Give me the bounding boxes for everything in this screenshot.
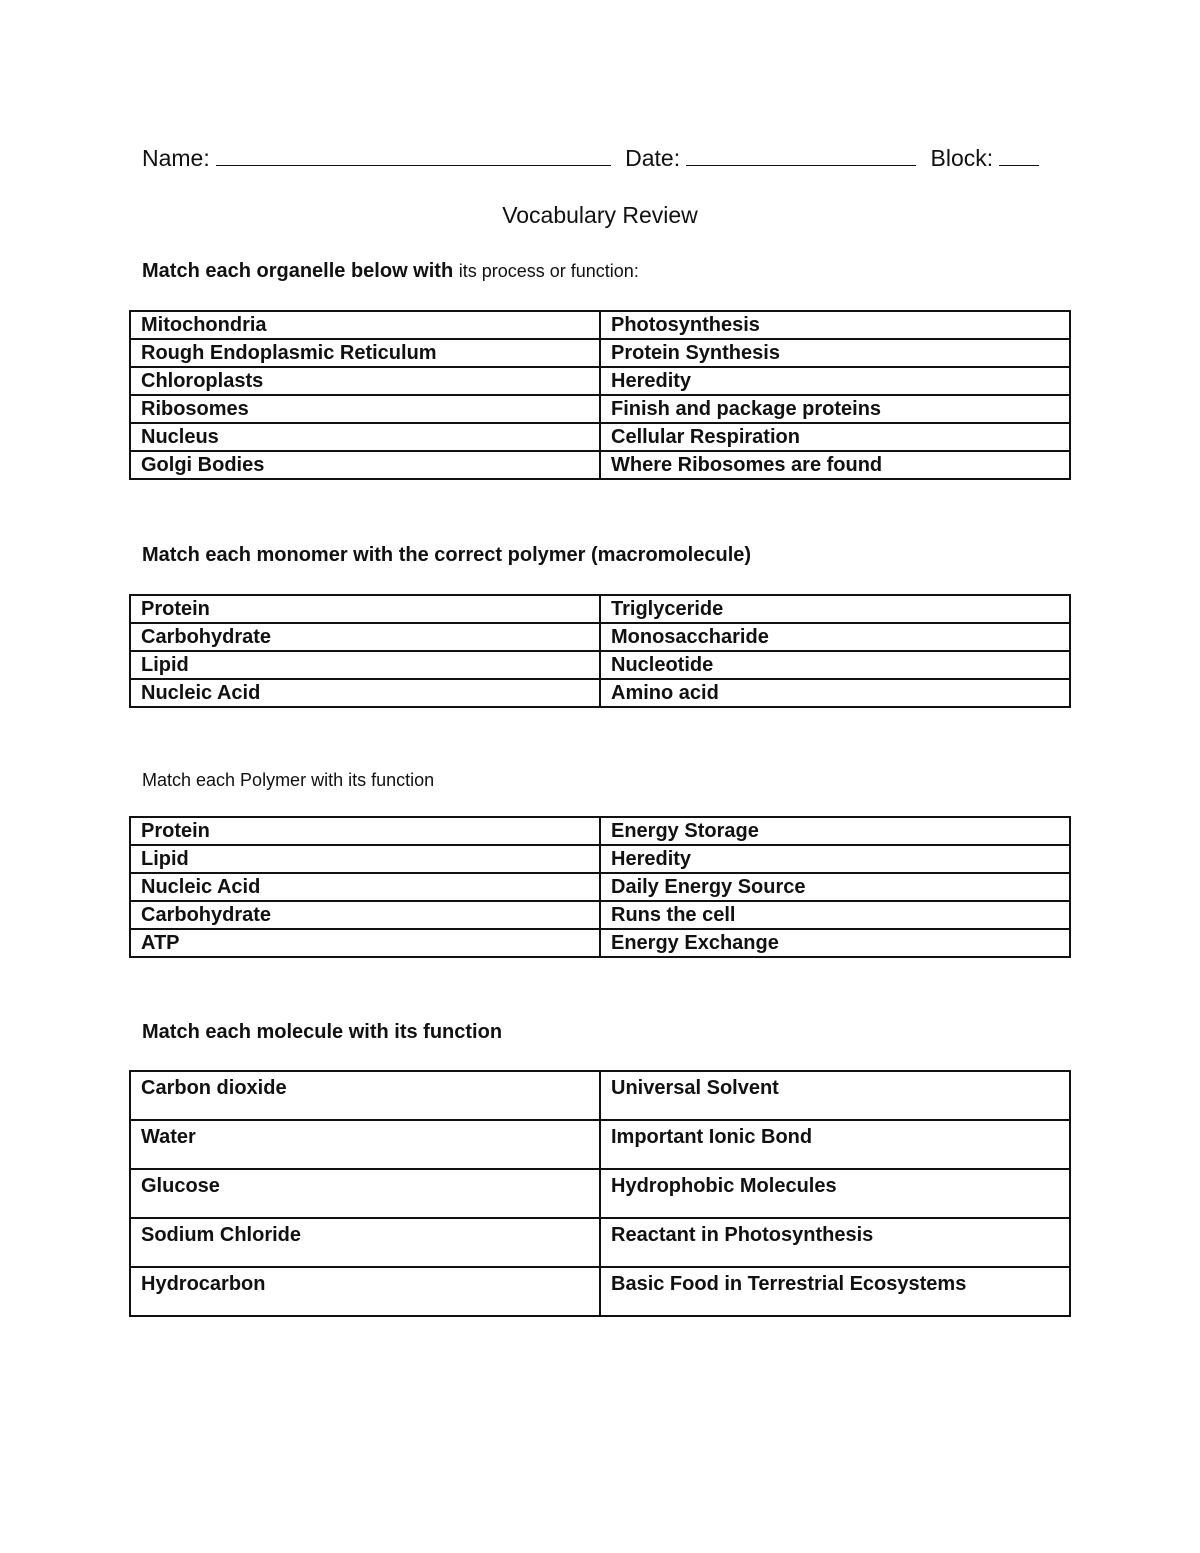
table-row <box>130 845 1070 873</box>
definition-cell: Energy Exchange <box>600 929 1070 957</box>
table-row <box>130 873 1070 901</box>
table-row <box>130 311 1070 339</box>
table-row <box>130 1267 1070 1316</box>
definition-cell: Reactant in Photosynthesis <box>600 1218 1070 1267</box>
definition-cell: Protein Synthesis <box>600 339 1070 367</box>
term-cell: Glucose <box>130 1169 600 1218</box>
table-row <box>130 1120 1070 1169</box>
term-cell: Sodium Chloride <box>130 1218 600 1267</box>
table-row <box>130 929 1070 957</box>
term-cell: Nucleic Acid <box>130 679 600 707</box>
table-row <box>130 679 1070 707</box>
monomer-table <box>129 594 1071 708</box>
molecule-table <box>129 1070 1071 1317</box>
definition-cell: Photosynthesis <box>600 311 1070 339</box>
table-row <box>130 623 1070 651</box>
definition-cell: Cellular Respiration <box>600 423 1070 451</box>
section-1-instruction <box>142 260 639 283</box>
table-row <box>130 423 1070 451</box>
definition-cell: Where Ribosomes are found <box>600 451 1070 479</box>
table-row <box>130 367 1070 395</box>
definition-cell: Runs the cell <box>600 901 1070 929</box>
organelle-table <box>129 310 1071 480</box>
definition-cell: Heredity <box>600 845 1070 873</box>
polymer-table <box>129 816 1071 958</box>
table-row <box>130 339 1070 367</box>
table-row <box>130 395 1070 423</box>
term-cell: Protein <box>130 817 600 845</box>
date-blank[interactable] <box>686 143 916 166</box>
definition-cell: Universal Solvent <box>600 1071 1070 1120</box>
definition-cell: Basic Food in Terrestrial Ecosystems <box>600 1267 1070 1316</box>
term-cell: Carbon dioxide <box>130 1071 600 1120</box>
definition-cell: Amino acid <box>600 679 1070 707</box>
term-cell: Lipid <box>130 845 600 873</box>
term-cell: Carbohydrate <box>130 901 600 929</box>
table-row <box>130 1218 1070 1267</box>
term-cell: Protein <box>130 595 600 623</box>
name-blank[interactable] <box>216 143 611 166</box>
date-label: Date: <box>625 145 681 171</box>
term-cell: Golgi Bodies <box>130 451 600 479</box>
definition-cell: Important Ionic Bond <box>600 1120 1070 1169</box>
page-title: Vocabulary Review <box>502 202 698 228</box>
term-cell: Lipid <box>130 651 600 679</box>
section-1-instruction-bold: Match each organelle below with <box>142 260 454 282</box>
table-row <box>130 817 1070 845</box>
definition-cell: Daily Energy Source <box>600 873 1070 901</box>
section-4-instruction: Match each molecule with its function <box>142 1021 503 1043</box>
term-cell: Rough Endoplasmic Reticulum <box>130 339 600 367</box>
block-blank[interactable] <box>999 143 1039 166</box>
term-cell: Nucleic Acid <box>130 873 600 901</box>
table-row <box>130 595 1070 623</box>
table-row <box>130 1071 1070 1120</box>
term-cell: Carbohydrate <box>130 623 600 651</box>
term-cell: Hydrocarbon <box>130 1267 600 1316</box>
definition-cell: Energy Storage <box>600 817 1070 845</box>
definition-cell: Finish and package proteins <box>600 395 1070 423</box>
definition-cell: Monosaccharide <box>600 623 1070 651</box>
table-row <box>130 1169 1070 1218</box>
term-cell: Water <box>130 1120 600 1169</box>
definition-cell: Hydrophobic Molecules <box>600 1169 1070 1218</box>
section-1-instruction-light: its process or function: <box>458 261 639 281</box>
term-cell: Mitochondria <box>130 311 600 339</box>
table-row <box>130 901 1070 929</box>
definition-cell: Nucleotide <box>600 651 1070 679</box>
table-row <box>130 451 1070 479</box>
term-cell: Nucleus <box>130 423 600 451</box>
definition-cell: Heredity <box>600 367 1070 395</box>
block-label: Block: <box>930 145 994 171</box>
section-2-instruction: Match each monomer with the correct polymer (macromolecule) <box>142 544 752 566</box>
term-cell: Chloroplasts <box>130 367 600 395</box>
table-row <box>130 651 1070 679</box>
name-label: Name: <box>142 145 210 171</box>
header-line <box>142 143 1062 177</box>
term-cell: Ribosomes <box>130 395 600 423</box>
section-3-instruction: Match each Polymer with its function <box>142 770 435 790</box>
term-cell: ATP <box>130 929 600 957</box>
definition-cell: Triglyceride <box>600 595 1070 623</box>
